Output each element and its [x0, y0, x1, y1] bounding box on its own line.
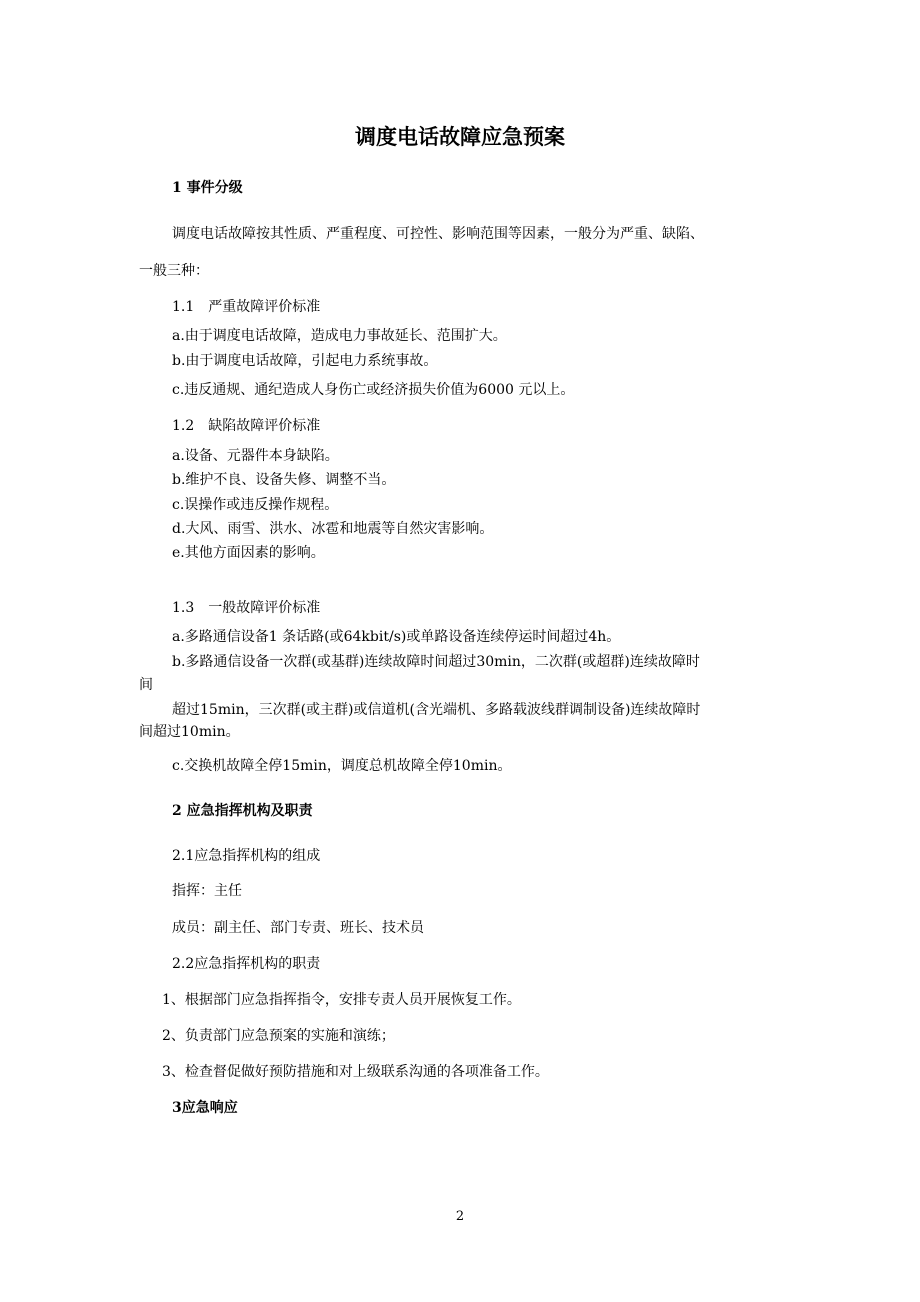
subsection-1-2-item-c: c.误操作或违反操作规程。 — [172, 497, 339, 513]
commander-line: 指挥：主任 — [172, 883, 242, 899]
subsection-1-1-heading: 1.1 严重故障评价标准 — [172, 299, 321, 315]
subsection-1-1-item-c: c.违反通规、通纪造成人身伤亡或经济损失价值为6000 元以上。 — [172, 382, 575, 398]
section-1-intro-line-1: 调度电话故障按其性质、严重程度、可控性、影响范围等因素，一般分为严重、缺陷、 — [172, 226, 704, 242]
subsection-1-3-item-b-line-4: 间超过10min。 — [139, 724, 240, 740]
duty-item-2: 2、负责部门应急预案的实施和演练； — [162, 1028, 395, 1044]
section-3-heading: 3应急响应 — [172, 1100, 238, 1116]
section-2-heading: 2 应急指挥机构及职责 — [172, 803, 313, 819]
subsection-1-2-item-d: d.大风、雨雪、洪水、冰雹和地震等自然灾害影响。 — [172, 521, 494, 537]
subsection-1-1-item-a: a.由于调度电话故障，造成电力事故延长、范围扩大。 — [172, 328, 507, 344]
duty-item-3: 3、检查督促做好预防措施和对上级联系沟通的各项准备工作。 — [162, 1064, 549, 1080]
section-1-intro-line-2: 一般三种： — [139, 263, 209, 279]
subsection-1-2-item-e: e.其他方面因素的影响。 — [172, 545, 325, 561]
page-number: 2 — [455, 1209, 465, 1224]
duty-item-1: 1、根据部门应急指挥指令，安排专责人员开展恢复工作。 — [162, 992, 521, 1008]
subsection-1-2-heading: 1.2 缺陷故障评价标准 — [172, 418, 321, 434]
subsection-1-2-item-a: a.设备、元器件本身缺陷。 — [172, 448, 339, 464]
members-line: 成员：副主任、部门专责、班长、技术员 — [172, 920, 424, 936]
subsection-2-2-heading: 2.2应急指挥机构的职责 — [172, 956, 321, 972]
subsection-1-2-item-b: b.维护不良、设备失修、调整不当。 — [172, 472, 396, 488]
subsection-1-3-item-b-line-2: 间 — [139, 677, 153, 693]
subsection-1-1-item-b: b.由于调度电话故障，引起电力系统事故。 — [172, 353, 438, 369]
subsection-1-3-heading: 1.3 一般故障评价标准 — [172, 600, 321, 616]
subsection-1-3-item-b-line-1: b.多路通信设备一次群(或基群)连续故障时间超过30min，二次群(或超群)连续故障时 — [172, 654, 700, 670]
subsection-1-3-item-c: c.交换机故障全停15min，调度总机故障全停10min。 — [172, 758, 512, 774]
subsection-1-3-item-a: a.多路通信设备1 条话路(或64kbit/s)或单路设备连续停运时间超过4h。 — [172, 629, 621, 645]
subsection-2-1-heading: 2.1应急指挥机构的组成 — [172, 848, 321, 864]
section-1-heading: 1 事件分级 — [172, 180, 243, 196]
subsection-1-3-item-b-line-3: 超过15min，三次群(或主群)或信道机(含光端机、多路载波线群调制设备)连续故障时 — [172, 702, 701, 718]
document-title: 调度电话故障应急预案 — [355, 124, 565, 149]
